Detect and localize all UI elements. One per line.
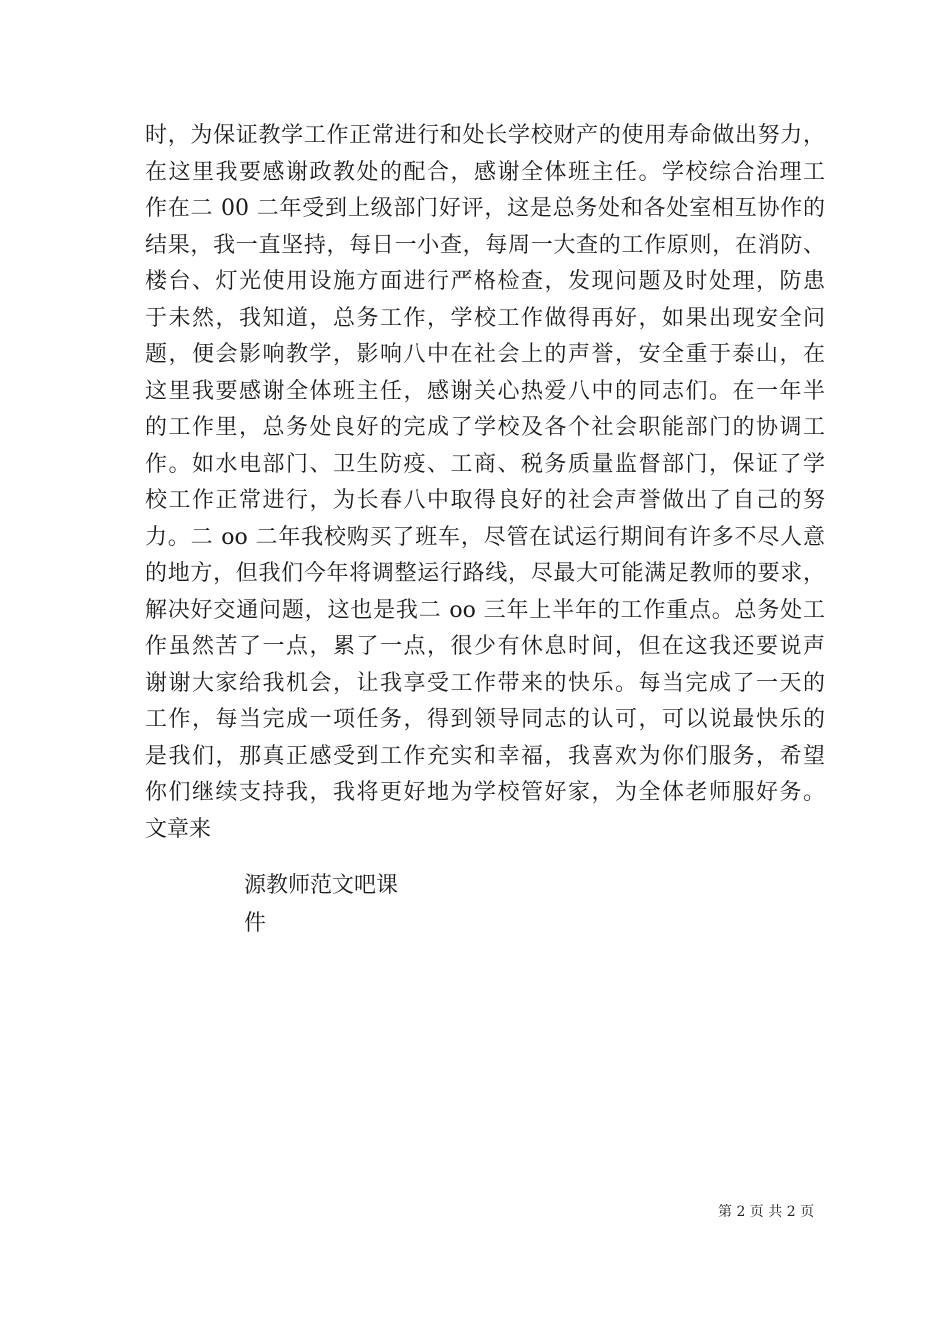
body-line: 力。二 oo 二年我校购买了班车，尽管在试运行期间有许多不尽人意 (145, 524, 825, 550)
body-line: 作虽然苦了一点，累了一点，很少有休息时间，但在这我还要说声 (145, 634, 825, 659)
body-line: 作在二 00 二年受到上级部门好评，这是总务处和各处室相互协作的 (145, 196, 825, 221)
article-body (145, 118, 825, 848)
body-line: 文章来 (145, 816, 212, 842)
source-attribution (244, 867, 398, 943)
body-line: 你们继续支持我，我将更好地为学校管好家，为全体老师服好务。 (145, 780, 825, 805)
body-line: 是我们，那真正感受到工作充实和幸福，我喜欢为你们服务，希望 (145, 743, 825, 769)
body-line: 的地方，但我们今年将调整运行路线，尽最大可能满足教师的要求， (145, 561, 825, 586)
body-line: 在这里我要感谢政教处的配合，感谢全体班主任。学校综合治理工 (145, 159, 825, 185)
body-line: 作。如水电部门、卫生防疫、工商、税务质量监督部门，保证了学 (145, 451, 825, 477)
body-line: 时，为保证教学工作正常进行和处长学校财产的使用寿命做出努力， (145, 123, 825, 148)
body-line: 的工作里，总务处良好的完成了学校及各个社会职能部门的协调工 (145, 415, 825, 440)
body-line: 于未然，我知道，总务工作，学校工作做得再好，如果出现安全问 (145, 305, 825, 331)
body-line: 工作，每当完成一项任务，得到领导同志的认可，可以说最快乐的 (145, 707, 825, 732)
source-line: 源教师范文吧课 (244, 873, 399, 898)
body-line: 楼台、灯光使用设施方面进行严格检查，发现问题及时处理，防患 (145, 269, 825, 294)
body-line: 这里我要感谢全体班主任，感谢关心热爱八中的同志们。在一年半 (145, 378, 825, 404)
body-line: 校工作正常进行，为长春八中取得良好的社会声誉做出了自己的努 (145, 488, 825, 513)
body-line: 题，便会影响教学，影响八中在社会上的声誉，安全重于泰山，在 (145, 342, 825, 367)
body-line: 结果，我一直坚持，每日一小查，每周一大查的工作原则，在消防、 (145, 232, 825, 258)
source-line: 件 (244, 911, 267, 936)
body-line: 谢谢大家给我机会，让我享受工作带来的快乐。每当完成了一天的 (145, 670, 825, 696)
page-number-footer: 第 2 页 共 2 页 (718, 1204, 815, 1220)
body-line: 解决好交通问题，这也是我二 oo 三年上半年的工作重点。总务处工 (145, 597, 825, 623)
